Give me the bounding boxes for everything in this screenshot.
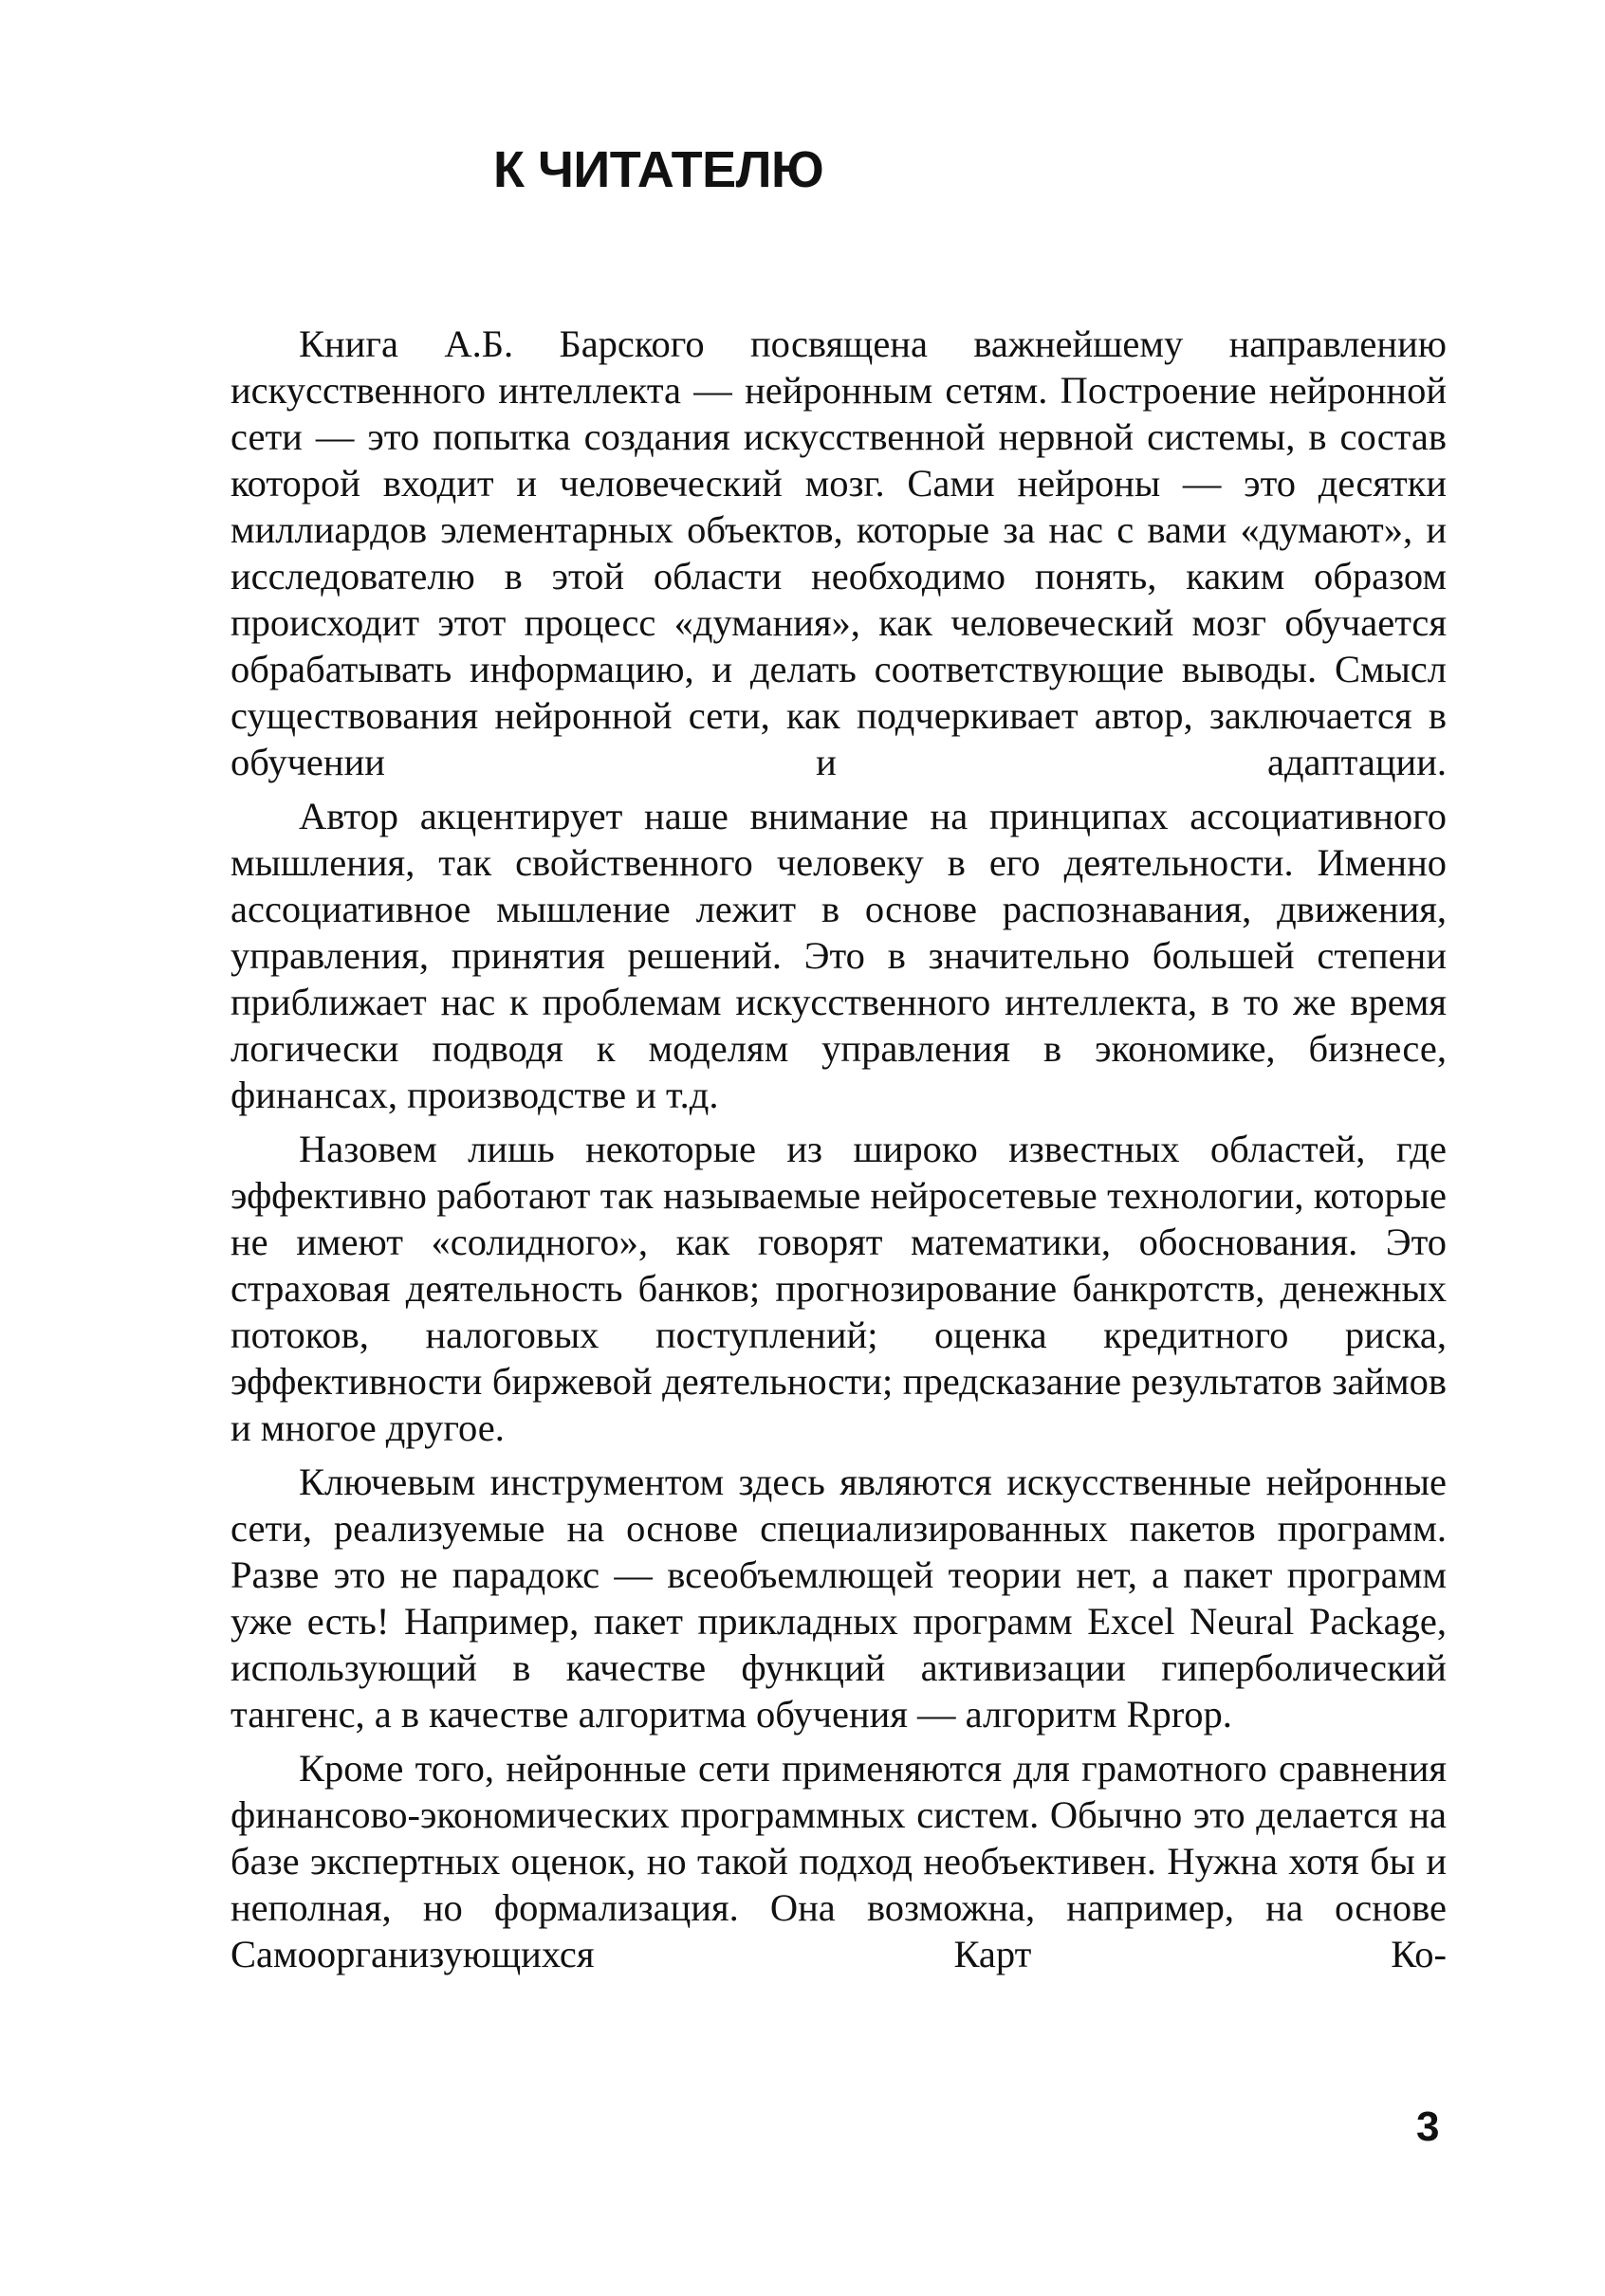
paragraph-4: Ключевым инструментом здесь являются искусственные нейронные сети, реализуемые на основе специализированных пакетов программ. Разве это не парадокс — всеобъемлющей теории нет, а пакет программ уже есть! Например, пакет прикладных программ Excel Neural Package, использующий в качестве функций активизации гиперболический тангенс, а в качестве алгоритма обучения — алгоритм Rprop. xyxy=(231,1460,1447,1736)
page-title: К ЧИТАТЕЛЮ xyxy=(493,141,824,198)
paragraph-3: Назовем лишь некоторые из широко известных областей, где эффективно работают так называемые нейросетевые технологии, которые не имеют «солидного», как говорят математики, обоснования. Это страховая деятельность банков; прогнозирование банкротств, денежных потоков, налоговых поступлений; оценка кредитного риска, эффективности биржевой деятельности; предсказание результатов займов и многое другое. xyxy=(231,1128,1447,1449)
paragraph-5: Кроме того, нейронные сети применяются для грамотного сравнения финансово-экономических программных систем. Обычно это делается на базе экспертных оценок, но такой подход необъективен. Нужна хотя бы и неполная, но формализация. Она возможна, например, на основе Самоорганизующихся Карт Ко- xyxy=(231,1747,1447,1975)
paragraph-2: Автор акцентирует наше внимание на принципах ассоциативного мышления, так свойственного человеку в его деятельности. Именно ассоциативное мышление лежит в основе распознавания, движения, управления, принятия решений. Это в значительно большей степени приближает нас к проблемам искусственного интеллекта, в то же время логически подводя к моделям управления в экономике, бизнесе, финансах, производстве и т.д. xyxy=(231,795,1447,1116)
paragraph-1: Книга А.Б. Барского посвящена важнейшему направлению искусственного интеллекта — нейронным сетям. Построение нейронной сети — это попытка создания искусственной нервной системы, в состав которой входит и человеческий мозг. Сами нейроны — это десятки миллиардов элементарных объектов, которые за нас с вами «думают», и исследователю в этой области необходимо понять, каким образом происходит этот процесс «думания», как человеческий мозг обучается обрабатывать информацию, и делать соответствующие выводы. Смысл существования нейронной сети, как подчеркивает автор, заключается в обучении и адаптации. xyxy=(231,322,1447,783)
page-number: 3 xyxy=(1416,2103,1440,2150)
body-text xyxy=(231,321,1447,1977)
